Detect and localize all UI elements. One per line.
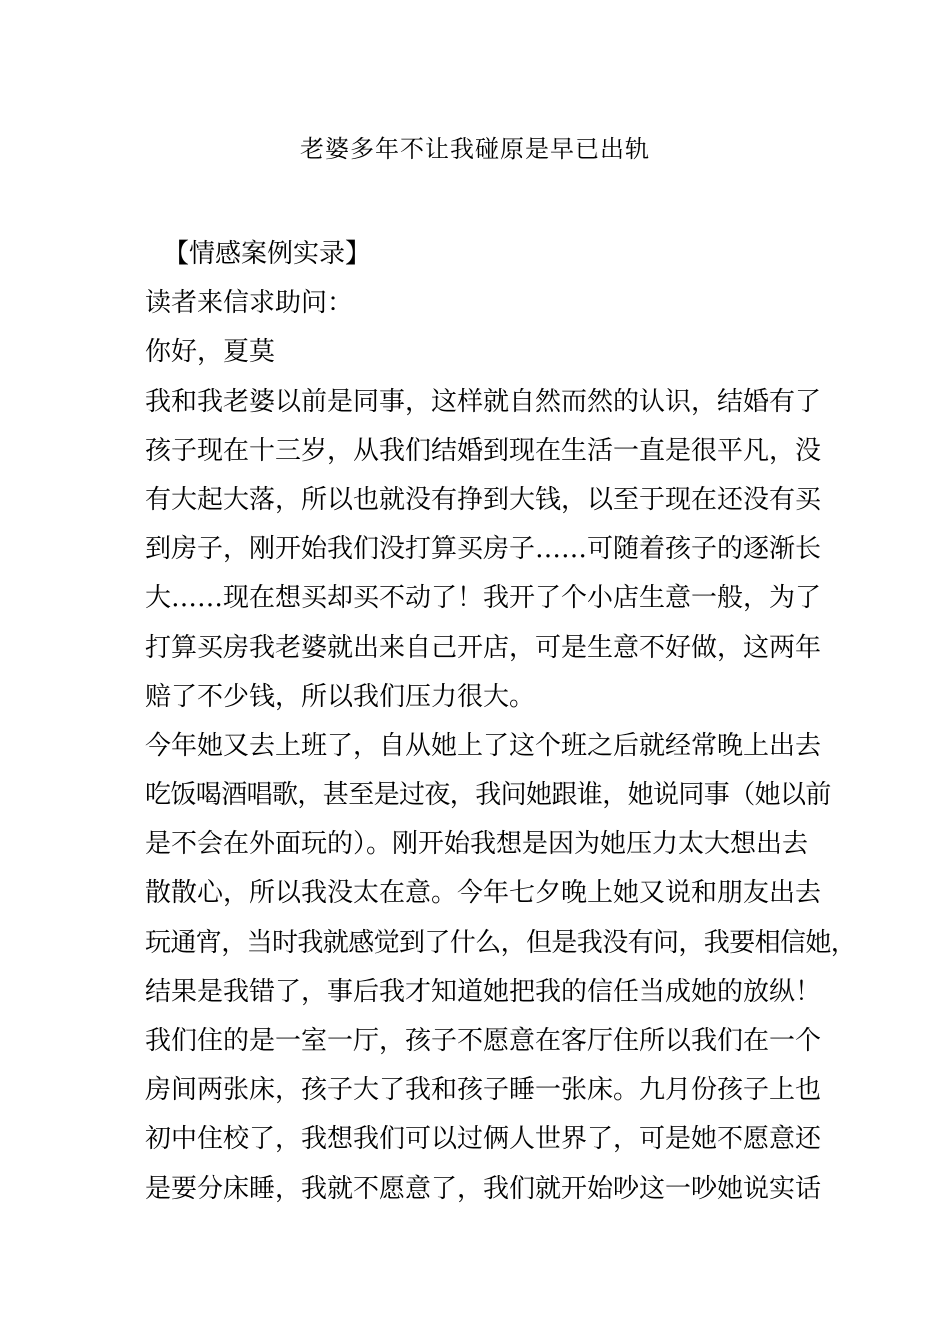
paragraph-line: 吃饭喝酒唱歌，甚至是过夜，我问她跟谁，她说同事（她以前 xyxy=(145,780,831,811)
paragraph-line: 是要分床睡，我就不愿意了，我们就开始吵这一吵她说实话 xyxy=(145,1173,822,1204)
paragraph-line: 房间两张床，孩子大了我和孩子睡一张床。九月份孩子上也 xyxy=(145,1075,822,1106)
paragraph-line: 有大起大落，所以也就没有挣到大钱，以至于现在还没有买 xyxy=(145,484,822,515)
paragraph-line: 你好，夏莫 xyxy=(145,337,276,368)
paragraph-line: 赔了不少钱，所以我们压力很大。 xyxy=(145,681,536,712)
paragraph-line: 打算买房我老婆就出来自己开店，可是生意不好做，这两年 xyxy=(145,632,822,663)
paragraph-line: 我们住的是一室一厅，孩子不愿意在客厅住所以我们在一个 xyxy=(145,1026,822,1056)
paragraph-line: 玩通宵，当时我就感觉到了什么，但是我没有问，我要相信她， xyxy=(145,927,857,958)
paragraph-line: 初中住校了，我想我们可以过俩人世界了，可是她不愿意还 xyxy=(145,1124,822,1155)
paragraph-line: 是不会在外面玩的）。刚开始我想是因为她压力太大想出去 xyxy=(145,829,809,860)
paragraph-line: 我和我老婆以前是同事，这样就自然而然的认识，结婚有了 xyxy=(145,386,822,417)
paragraph-line: 到房子，刚开始我们没打算买房子……可随着孩子的逐渐长 xyxy=(145,534,822,565)
document-body xyxy=(145,230,857,1214)
paragraph-line: 今年她又去上班了，自从她上了这个班之后就经常晚上出去 xyxy=(145,730,822,761)
paragraph-line: 读者来信求助问： xyxy=(145,288,354,319)
paragraph-line: 大……现在想买却买不动了！我开了个小店生意一般，为了 xyxy=(145,583,822,614)
section-heading: 【情感案例实录】 xyxy=(163,239,372,269)
paragraph-line: 结果是我错了，事后我才知道她把我的信任当成她的放纵！ xyxy=(145,976,822,1007)
paragraph-line: 孩子现在十三岁，从我们结婚到现在生活一直是很平凡，没 xyxy=(145,435,822,466)
paragraph-line: 散散心，所以我没太在意。今年七夕晚上她又说和朋友出去 xyxy=(145,878,822,909)
document-title: 老婆多年不让我碰原是早已出轨 xyxy=(300,135,650,163)
